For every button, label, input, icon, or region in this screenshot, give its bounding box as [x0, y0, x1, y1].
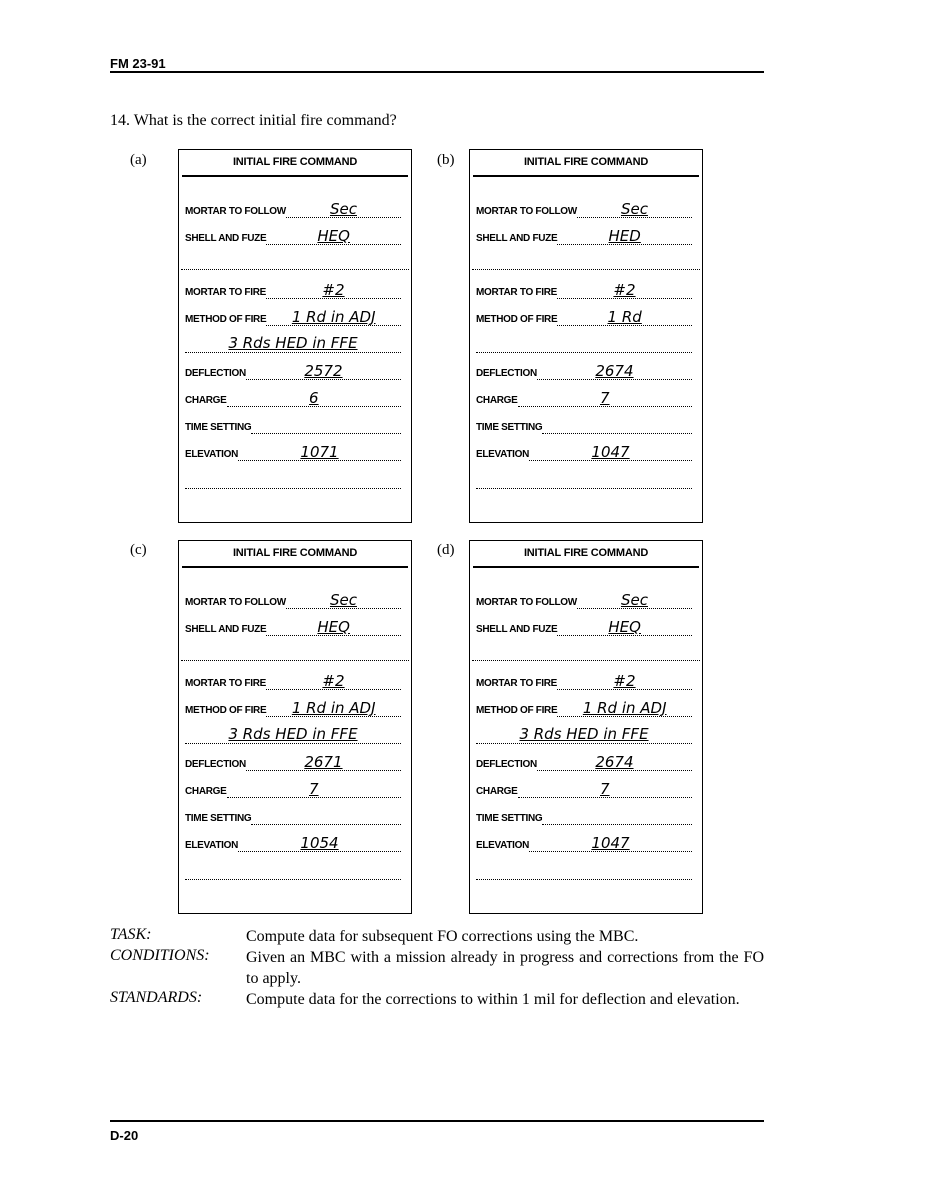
time-setting-field	[251, 421, 401, 434]
method-of-fire-value: 1 Rd	[607, 308, 642, 326]
elevation-value: 1047	[591, 834, 630, 852]
mortar-to-fire-row	[185, 281, 401, 299]
question-text: 14. What is the correct initial fire command?	[110, 112, 397, 129]
separator-line	[181, 660, 409, 661]
deflection-field	[537, 362, 692, 380]
elevation-label: ELEVATION	[476, 840, 530, 851]
method-of-fire-continuation	[185, 334, 401, 353]
fire-command-card-c	[178, 540, 412, 914]
conditions-label: CONDITIONS:	[110, 947, 210, 964]
mortar-to-fire-field	[266, 672, 401, 690]
elevation-row	[476, 443, 692, 461]
mortar-to-follow-row	[476, 591, 692, 609]
shell-and-fuze-field	[557, 618, 692, 636]
method-of-fire-field	[266, 699, 401, 717]
shell-and-fuze-field	[266, 227, 401, 245]
separator-line	[472, 269, 700, 270]
method-of-fire-field	[266, 308, 401, 326]
elevation-value: 1054	[300, 834, 339, 852]
charge-row	[185, 389, 401, 407]
shell-and-fuze-row	[476, 618, 692, 636]
mortar-to-fire-value: #2	[613, 672, 636, 690]
conditions-text: Given an MBC with a mission already in progress and corrections from the FO to apply.	[246, 949, 764, 987]
card-title-rule	[473, 175, 699, 177]
shell-and-fuze-row	[185, 618, 401, 636]
mortar-to-follow-row	[185, 591, 401, 609]
mortar-to-follow-row	[476, 200, 692, 218]
shell-and-fuze-row	[476, 227, 692, 245]
method-of-fire-value: 1 Rd in ADJ	[291, 699, 376, 717]
mortar-to-follow-value: Sec	[329, 200, 357, 218]
method-of-fire-continuation-value: 3 Rds HED in FFE	[519, 725, 649, 743]
card-title: INITIAL FIRE COMMAND	[523, 547, 649, 559]
mortar-to-fire-field	[557, 281, 692, 299]
method-of-fire-field	[557, 699, 692, 717]
method-of-fire-label: METHOD OF FIRE	[185, 314, 267, 325]
standards-text: Compute data for the corrections to within 1 mil for deflection and elevation.	[246, 991, 740, 1008]
deflection-label: DEFLECTION	[185, 759, 246, 770]
fire-command-card-b	[469, 149, 703, 523]
deflection-value: 2674	[595, 362, 634, 380]
elevation-field	[529, 834, 692, 852]
method-of-fire-row	[185, 308, 401, 326]
method-of-fire-row	[185, 699, 401, 717]
mortar-to-follow-field	[286, 591, 401, 609]
time-setting-field	[542, 421, 692, 434]
elevation-field	[238, 443, 401, 461]
method-of-fire-label: METHOD OF FIRE	[476, 314, 558, 325]
document-id: FM 23-91	[110, 56, 166, 71]
blank-line	[185, 470, 401, 489]
time-setting-label: TIME SETTING	[185, 422, 252, 433]
elevation-row	[185, 443, 401, 461]
deflection-row	[476, 753, 692, 771]
shell-and-fuze-value: HED	[608, 227, 641, 245]
deflection-label: DEFLECTION	[476, 759, 537, 770]
mortar-to-follow-field	[577, 200, 692, 218]
separator-line	[181, 269, 409, 270]
method-of-fire-continuation	[476, 334, 692, 353]
charge-row	[476, 780, 692, 798]
deflection-field	[246, 362, 401, 380]
mortar-to-fire-field	[266, 281, 401, 299]
time-setting-field	[542, 812, 692, 825]
time-setting-label: TIME SETTING	[476, 422, 543, 433]
time-setting-row	[185, 807, 401, 825]
task-text: Compute data for subsequent FO corrections using the MBC.	[246, 928, 639, 945]
method-of-fire-row	[476, 308, 692, 326]
mortar-to-fire-label: MORTAR TO FIRE	[476, 287, 557, 298]
deflection-label: DEFLECTION	[476, 368, 537, 379]
elevation-field	[529, 443, 692, 461]
charge-row	[185, 780, 401, 798]
mortar-to-fire-value: #2	[322, 281, 345, 299]
shell-and-fuze-value: HEQ	[608, 618, 641, 636]
deflection-field	[537, 753, 692, 771]
mortar-to-follow-value: Sec	[620, 591, 648, 609]
separator-line	[472, 660, 700, 661]
charge-field	[518, 780, 692, 798]
method-of-fire-row	[476, 699, 692, 717]
shell-and-fuze-label: SHELL AND FUZE	[476, 233, 558, 244]
option-label-b: (b)	[437, 152, 455, 168]
mortar-to-fire-row	[476, 281, 692, 299]
time-setting-label: TIME SETTING	[185, 813, 252, 824]
card-title: INITIAL FIRE COMMAND	[523, 156, 649, 168]
elevation-label: ELEVATION	[185, 449, 239, 460]
shell-and-fuze-label: SHELL AND FUZE	[185, 624, 267, 635]
footer-rule	[110, 1120, 764, 1122]
charge-label: CHARGE	[185, 395, 227, 406]
task-label: TASK:	[110, 926, 152, 943]
shell-and-fuze-field	[557, 227, 692, 245]
method-of-fire-value: 1 Rd in ADJ	[582, 699, 667, 717]
option-label-c: (c)	[130, 542, 147, 558]
elevation-field	[238, 834, 401, 852]
method-of-fire-label: METHOD OF FIRE	[476, 705, 558, 716]
option-label-a: (a)	[130, 152, 147, 168]
mortar-to-fire-field	[557, 672, 692, 690]
charge-value: 7	[309, 780, 319, 798]
charge-label: CHARGE	[476, 786, 518, 797]
mortar-to-fire-label: MORTAR TO FIRE	[476, 678, 557, 689]
blank-line	[476, 470, 692, 489]
card-title-rule	[182, 175, 408, 177]
mortar-to-follow-field	[577, 591, 692, 609]
elevation-row	[476, 834, 692, 852]
mortar-to-follow-label: MORTAR TO FOLLOW	[185, 206, 286, 217]
method-of-fire-continuation-value: 3 Rds HED in FFE	[228, 725, 358, 743]
card-title-rule	[182, 566, 408, 568]
method-of-fire-value: 1 Rd in ADJ	[291, 308, 376, 326]
blank-line	[185, 861, 401, 880]
shell-and-fuze-label: SHELL AND FUZE	[185, 233, 267, 244]
elevation-row	[185, 834, 401, 852]
charge-value: 6	[309, 389, 319, 407]
deflection-row	[185, 362, 401, 380]
option-label-d: (d)	[437, 542, 455, 558]
shell-and-fuze-value: HEQ	[317, 618, 350, 636]
deflection-row	[185, 753, 401, 771]
time-setting-field	[251, 812, 401, 825]
method-of-fire-field	[557, 308, 692, 326]
shell-and-fuze-field	[266, 618, 401, 636]
deflection-label: DEFLECTION	[185, 368, 246, 379]
blank-line	[476, 861, 692, 880]
charge-label: CHARGE	[476, 395, 518, 406]
mortar-to-fire-label: MORTAR TO FIRE	[185, 287, 266, 298]
elevation-label: ELEVATION	[476, 449, 530, 460]
deflection-value: 2572	[304, 362, 343, 380]
method-of-fire-continuation	[185, 725, 401, 744]
charge-field	[227, 389, 401, 407]
mortar-to-fire-value: #2	[322, 672, 345, 690]
shell-and-fuze-value: HEQ	[317, 227, 350, 245]
fire-command-card-d	[469, 540, 703, 914]
shell-and-fuze-label: SHELL AND FUZE	[476, 624, 558, 635]
shell-and-fuze-row	[185, 227, 401, 245]
charge-value: 7	[600, 780, 610, 798]
mortar-to-follow-row	[185, 200, 401, 218]
time-setting-row	[476, 807, 692, 825]
mortar-to-follow-field	[286, 200, 401, 218]
mortar-to-follow-value: Sec	[329, 591, 357, 609]
mortar-to-fire-row	[185, 672, 401, 690]
charge-row	[476, 389, 692, 407]
elevation-value: 1071	[300, 443, 339, 461]
page-number: D-20	[110, 1128, 139, 1143]
mortar-to-follow-label: MORTAR TO FOLLOW	[476, 206, 577, 217]
deflection-value: 2671	[304, 753, 343, 771]
deflection-value: 2674	[595, 753, 634, 771]
charge-label: CHARGE	[185, 786, 227, 797]
mortar-to-fire-row	[476, 672, 692, 690]
time-setting-row	[476, 416, 692, 434]
mortar-to-follow-value: Sec	[620, 200, 648, 218]
method-of-fire-continuation	[476, 725, 692, 744]
method-of-fire-label: METHOD OF FIRE	[185, 705, 267, 716]
deflection-field	[246, 753, 401, 771]
time-setting-row	[185, 416, 401, 434]
deflection-row	[476, 362, 692, 380]
mortar-to-fire-value: #2	[613, 281, 636, 299]
card-title: INITIAL FIRE COMMAND	[232, 547, 358, 559]
mortar-to-follow-label: MORTAR TO FOLLOW	[476, 597, 577, 608]
standards-label: STANDARDS:	[110, 989, 203, 1006]
elevation-label: ELEVATION	[185, 840, 239, 851]
header-rule	[110, 71, 764, 73]
mortar-to-follow-label: MORTAR TO FOLLOW	[185, 597, 286, 608]
fire-command-card-a	[178, 149, 412, 523]
charge-value: 7	[600, 389, 610, 407]
charge-field	[227, 780, 401, 798]
mortar-to-fire-label: MORTAR TO FIRE	[185, 678, 266, 689]
time-setting-label: TIME SETTING	[476, 813, 543, 824]
charge-field	[518, 389, 692, 407]
card-title: INITIAL FIRE COMMAND	[232, 156, 358, 168]
method-of-fire-continuation-value: 3 Rds HED in FFE	[228, 334, 358, 352]
elevation-value: 1047	[591, 443, 630, 461]
card-title-rule	[473, 566, 699, 568]
